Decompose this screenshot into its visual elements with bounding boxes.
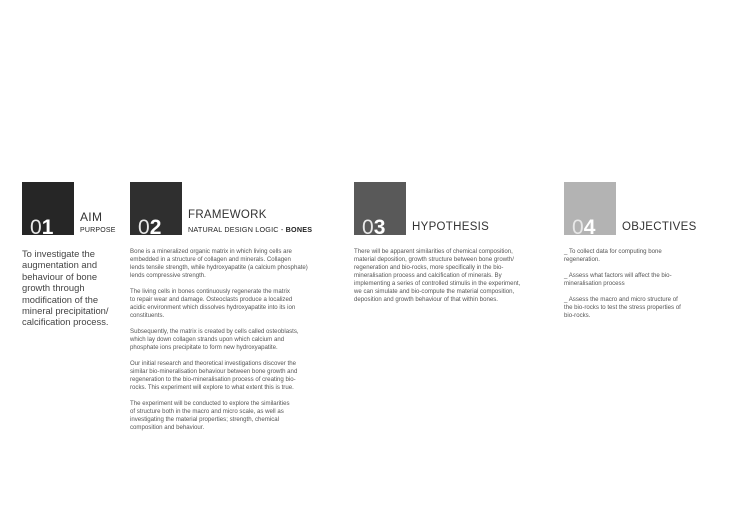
paragraph: The living cells in bones continuously regenerate the matrix to repair wear and damage. Osteoclasts produce a localized acidic environment which dissolves hydroxyapatite into its ion constituents.	[130, 288, 296, 319]
number-box	[564, 182, 616, 239]
paragraph: Subsequently, the matrix is created by cells called osteoblasts, which lay down collagen strands upon which calcium and phosphate ions precipitate to form new hydroxyapatite.	[130, 328, 299, 351]
aim-line: augmentation and	[22, 259, 98, 271]
section-title: OBJECTIVES	[622, 221, 697, 233]
aim-line: growth through	[22, 282, 85, 294]
objectives-body	[564, 248, 714, 328]
section-title: AIM	[80, 210, 103, 224]
aim-statement	[22, 248, 132, 328]
framework-body	[130, 248, 340, 440]
objective-item: _ Assess the macro and micro structure of the bio-rocks to test the stress properties of bio-rocks.	[564, 296, 681, 319]
paragraph: Our initial research and theoretical investigations discover the similar bio-mineralisation behaviour between bone growth and regeneration to the bio-mineralisation process of creating bio- rocks. This experiment will explore to what extent this is true.	[130, 360, 298, 391]
aim-line: calcification process.	[22, 316, 109, 328]
aim-line: To investigate the	[22, 248, 95, 259]
number-box	[354, 182, 406, 239]
aim-line: mineral precipitation/	[22, 305, 109, 317]
section-number: 01	[30, 216, 54, 239]
aim-line: behaviour of bone	[22, 270, 98, 282]
section-number: 04	[572, 216, 596, 239]
number-box	[22, 182, 74, 239]
objective-item: _ To collect data for computing bone regeneration.	[564, 248, 662, 263]
hypothesis-body	[354, 248, 554, 312]
section-subtitle: PURPOSE	[80, 227, 116, 234]
paragraph: Bone is a mineralized organic matrix in which living cells are embedded in a structure of collagen and minerals. Collagen lends tensile strength, while hydroxyapatite (a calcium phosphate) lends compressive strength.	[130, 248, 308, 279]
paragraph: The experiment will be conducted to explore the similarities of structure both in the macro and micro scale, as well as investigating the material properties; strength, chemical composition and behaviour.	[130, 400, 290, 431]
aim-line: modification of the	[22, 293, 99, 305]
section-title: FRAMEWORK	[188, 209, 267, 221]
objective-item: _ Assess what factors will affect the bio- mineralisation process	[564, 272, 672, 287]
section-title: HYPOTHESIS	[412, 221, 490, 233]
section-number: 02	[138, 216, 162, 239]
paragraph: There will be apparent similarities of chemical composition, material deposition, growth structure between bone growth/ regeneration and bio-rocks, more specifically in the bio- mineralisation process and calcification of minerals. By implementing a series of controlled stimulis in the experiment, we can simulate and bio-compute the material composition, deposition and growth behaviour of that within bones.	[354, 248, 521, 303]
number-box	[130, 182, 182, 239]
section-number: 03	[362, 216, 386, 239]
section-subtitle: NATURAL DESIGN LOGIC - BONES	[188, 225, 313, 234]
